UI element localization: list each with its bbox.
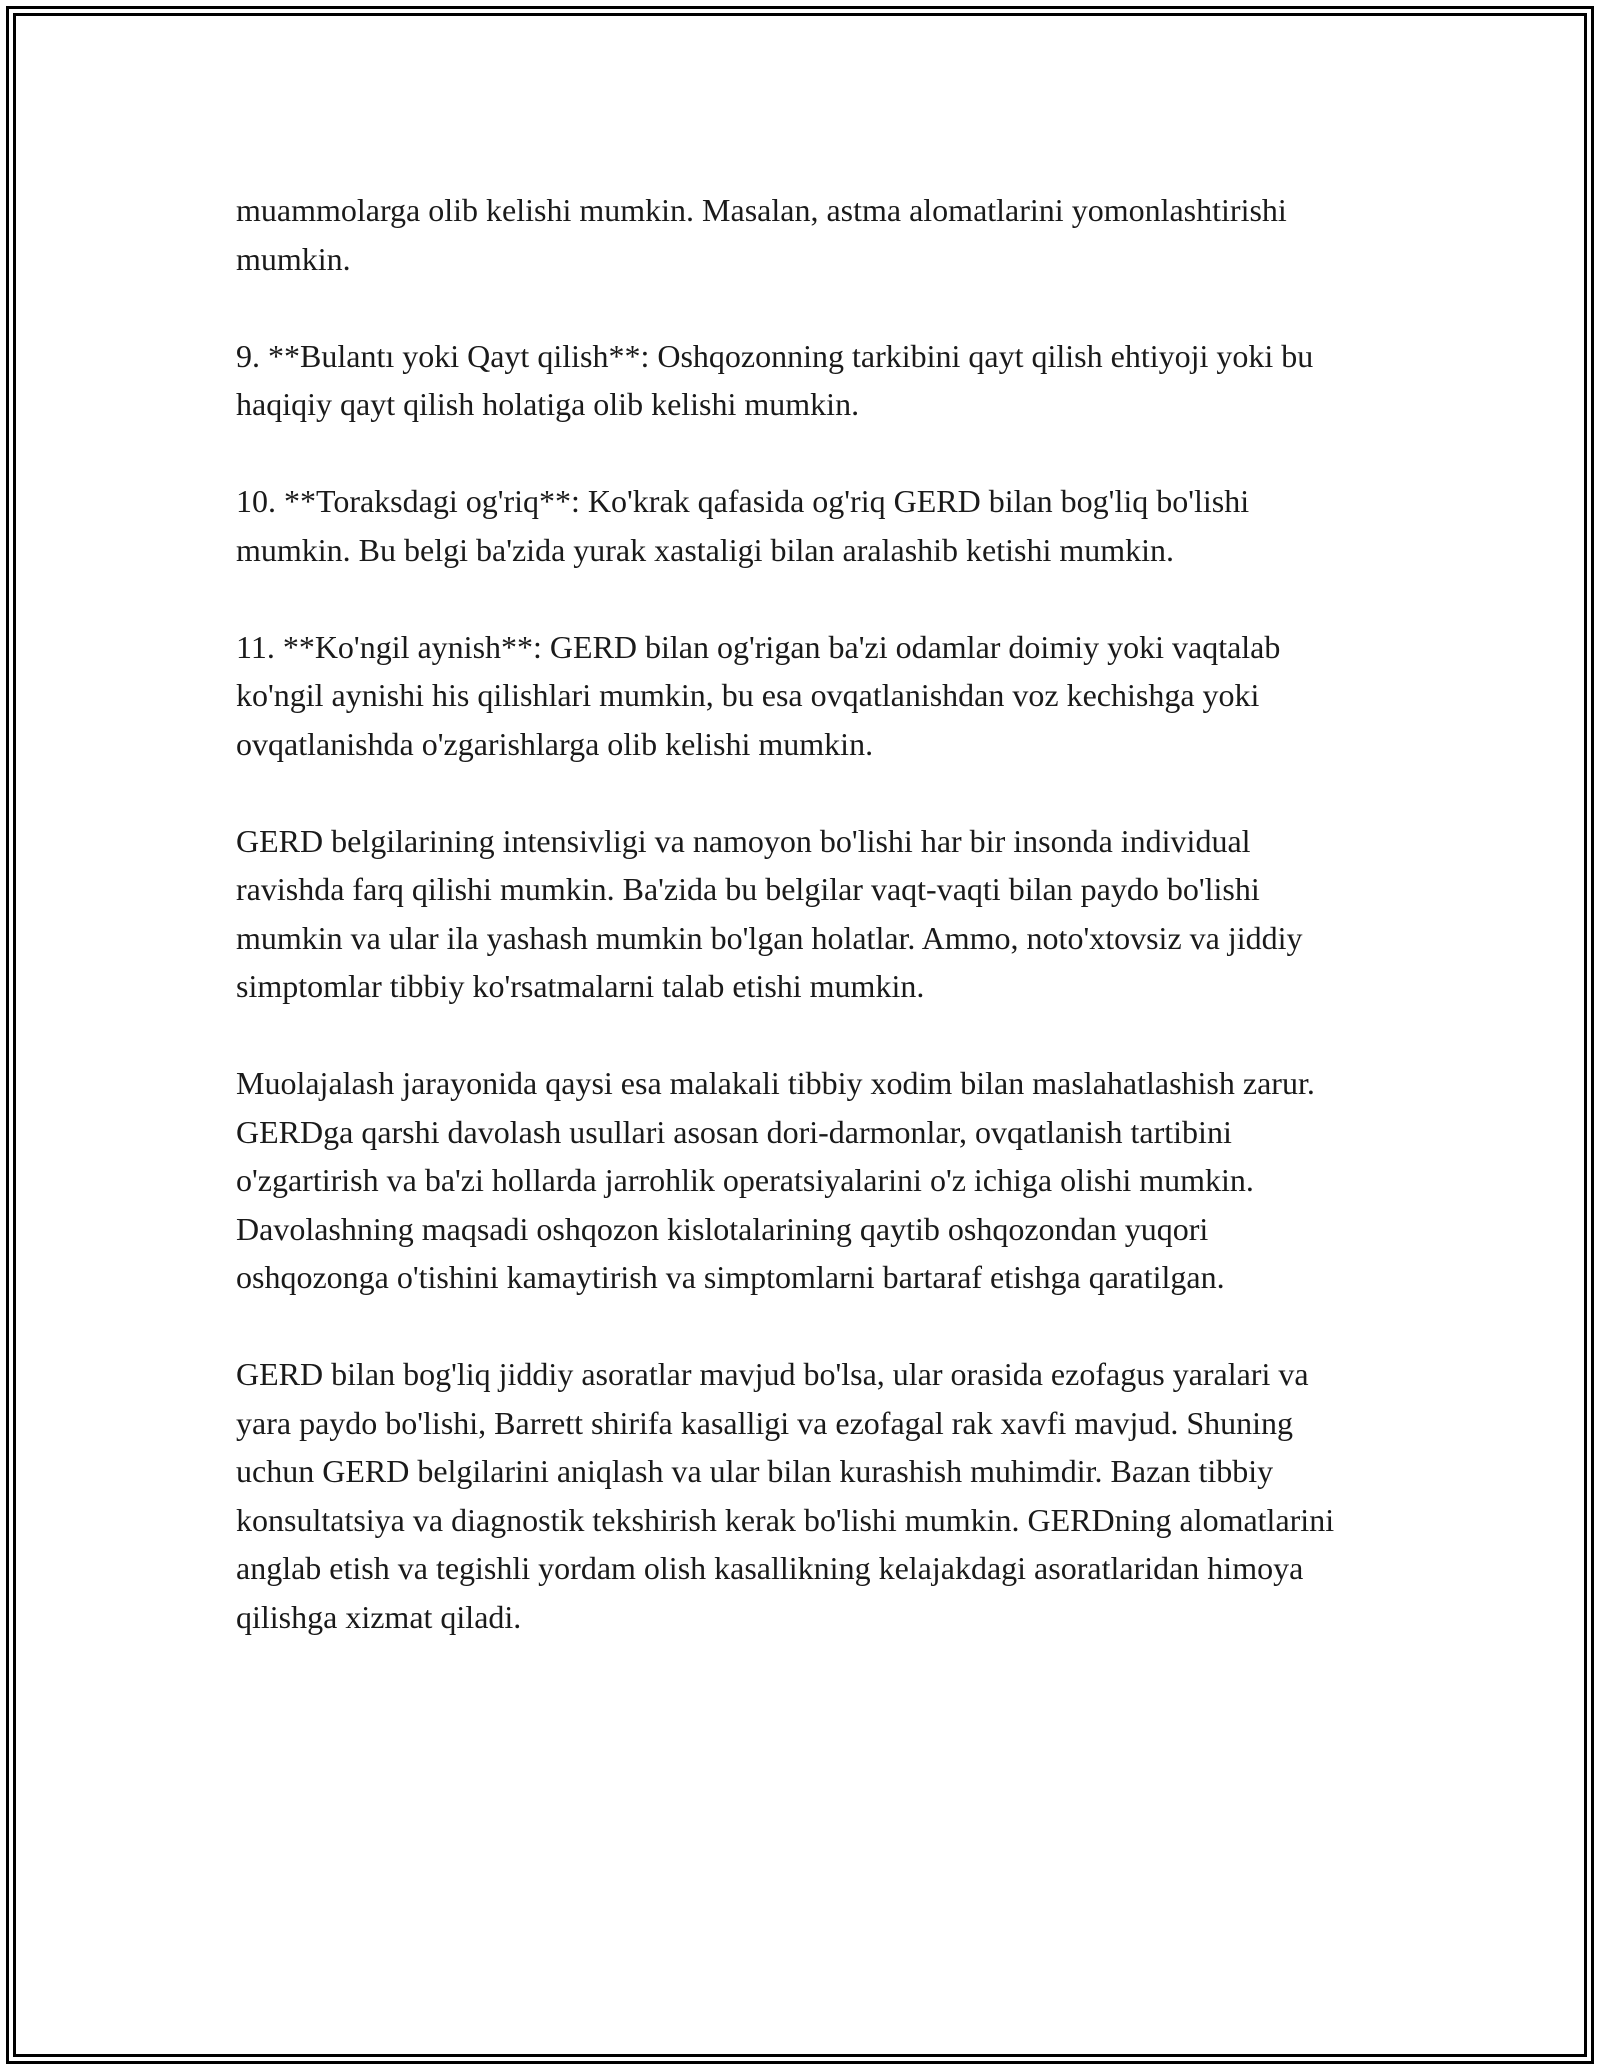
paragraph-symptom-intensity: GERD belgilarining intensivligi va namoyon bo'lishi har bir insonda individual ravishda farq qilishi mumkin. Ba'zida bu belgilar vaqt-vaqti bilan paydo bo'lishi mumkin va ular ila yashash mumkin bo'lgan holatlar. Ammo, noto'xtovsiz va jiddiy simptomlar tibbiy ko'rsatmalarni talab etishi mumkin. xyxy=(236,822,1303,1004)
paragraph-asthma-continuation: muammolarga olib kelishi mumkin. Masalan, astma alomatlarini yomonlashtirishi mumkin. xyxy=(236,192,1287,277)
document-body xyxy=(236,186,1366,1690)
paragraph-complications: GERD bilan bog'liq jiddiy asoratlar mavjud bo'lsa, ular orasida ezofagus yaralari va yara paydo bo'lishi, Barrett shirifa kasalligi va ezofagal rak xavfi mavjud. Shuning uchun GERD belgilarini aniqlash va ular bilan kurashish muhimdir. Bazan tibbiy konsultatsiya va diagnostik tekshirish kerak bo'lishi mumkin. GERDning alomatlarini anglab etish va tegishli yordam olish kasallikning kelajakdagi asoratlaridan himoya qilishga xizmat qiladi. xyxy=(236,1356,1335,1635)
paragraph-treatment: Muolajalash jarayonida qaysi esa malakali tibbiy xodim bilan maslahatlashish zarur. GERDga qarshi davolash usullari asosan dori-darmonlar, ovqatlanish tartibini o'zgartirish va ba'zi hollarda jarrohlik operatsiyalarini o'z ichiga olishi mumkin. Davolashning maqsadi oshqozon kislotalarining qaytib oshqozondan yuqori oshqozonga o'tishini kamaytirish va simptomlarni bartaraf etishga qaratilgan. xyxy=(236,1065,1315,1295)
list-item-9-nausea-vomiting: 9. **Bulantı yoki Qayt qilish**: Oshqozonning tarkibini qayt qilish ehtiyoji yoki bu haqiqiy qayt qilish holatiga olib kelishi mumkin. xyxy=(236,337,1314,422)
list-item-10-chest-pain: 10. **Toraksdagi og'riq**: Ko'krak qafasida og'riq GERD bilan bog'liq bo'lishi mumkin. Bu belgi ba'zida yurak xastaligi bilan aralashib ketishi mumkin. xyxy=(236,483,1250,568)
list-item-11-nausea: 11. **Ko'ngil aynish**: GERD bilan og'rigan ba'zi odamlar doimiy yoki vaqtalab ko'ngil aynishi his qilishlari mumkin, bu esa ovqatlanishdan voz kechishga yoki ovqatlanishda o'zgarishlarga olib kelishi mumkin. xyxy=(236,628,1281,762)
